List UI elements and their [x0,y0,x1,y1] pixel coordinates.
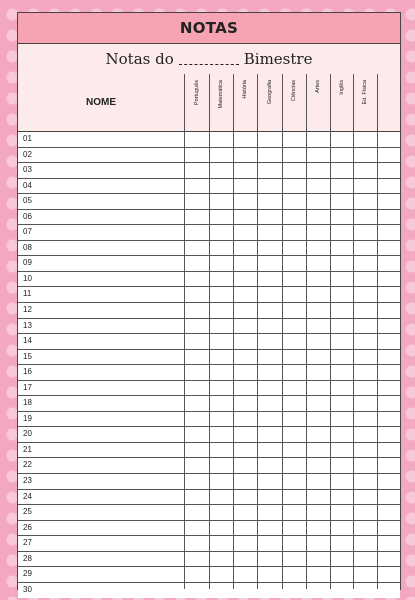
row-number: 28 [23,553,32,563]
subject-label: Matemática [218,80,224,109]
subject-label: Português [193,80,200,106]
column-divider [282,74,283,589]
row-number: 20 [23,429,32,439]
grade-sheet [17,12,401,594]
row-number: 27 [23,538,32,548]
subject-column-header [306,74,330,131]
row-number: 25 [23,507,32,517]
row-number: 05 [23,196,32,206]
subject-column-header [184,74,209,131]
title-bar [18,13,400,44]
row-number: 08 [23,242,32,252]
subtitle-bar [18,44,400,75]
bimester-blank-line[interactable] [179,64,239,65]
row-number: 16 [23,367,32,377]
row-number: 15 [23,351,32,361]
page-title: NOTAS [179,19,239,37]
subject-label: História [242,80,248,99]
row-number: 04 [23,180,32,190]
column-divider [353,74,354,589]
row-number: 07 [23,227,32,237]
column-divider [233,74,234,589]
row-number: 30 [23,584,32,594]
row-number: 09 [23,258,32,268]
row-number: 29 [23,569,32,579]
name-column-header: NOME [86,97,116,108]
column-divider [377,74,378,589]
row-number: 01 [23,134,32,143]
row-number: 18 [23,398,32,408]
subject-column-header [330,74,353,131]
subject-label: Ciências [291,80,297,102]
row-number: 11 [23,289,32,299]
column-divider [184,74,185,589]
subject-label: Geografia [266,80,273,105]
subject-column-header [353,74,377,131]
column-divider [209,74,210,589]
subtitle-prefix: Notas do [105,50,174,68]
subject-column-header [209,74,233,131]
row-number: 02 [23,149,32,159]
row-number: 24 [23,491,32,501]
subject-label: Ed. Física [362,80,368,105]
subtitle-suffix: Bimestre [243,50,313,68]
row-number: 26 [23,522,32,532]
row-number: 13 [23,320,32,330]
row-number: 19 [23,413,32,423]
row-number: 03 [23,165,32,175]
subject-column-header [257,74,282,131]
subject-column-header [282,74,306,131]
row-number: 17 [23,382,32,392]
row-number: 21 [23,444,32,454]
column-divider [306,74,307,589]
subject-column-header [233,74,257,131]
subject-column-header [377,74,400,131]
row-number: 23 [23,476,32,486]
row-number: 10 [23,273,32,283]
row-number: 06 [23,211,32,221]
row-number: 12 [23,305,32,315]
column-divider [330,74,331,589]
row-number: 14 [23,336,32,346]
row-number: 22 [23,460,32,470]
subject-label: Inglês [338,80,345,95]
subject-label: Artes [315,80,321,93]
column-divider [257,74,258,589]
